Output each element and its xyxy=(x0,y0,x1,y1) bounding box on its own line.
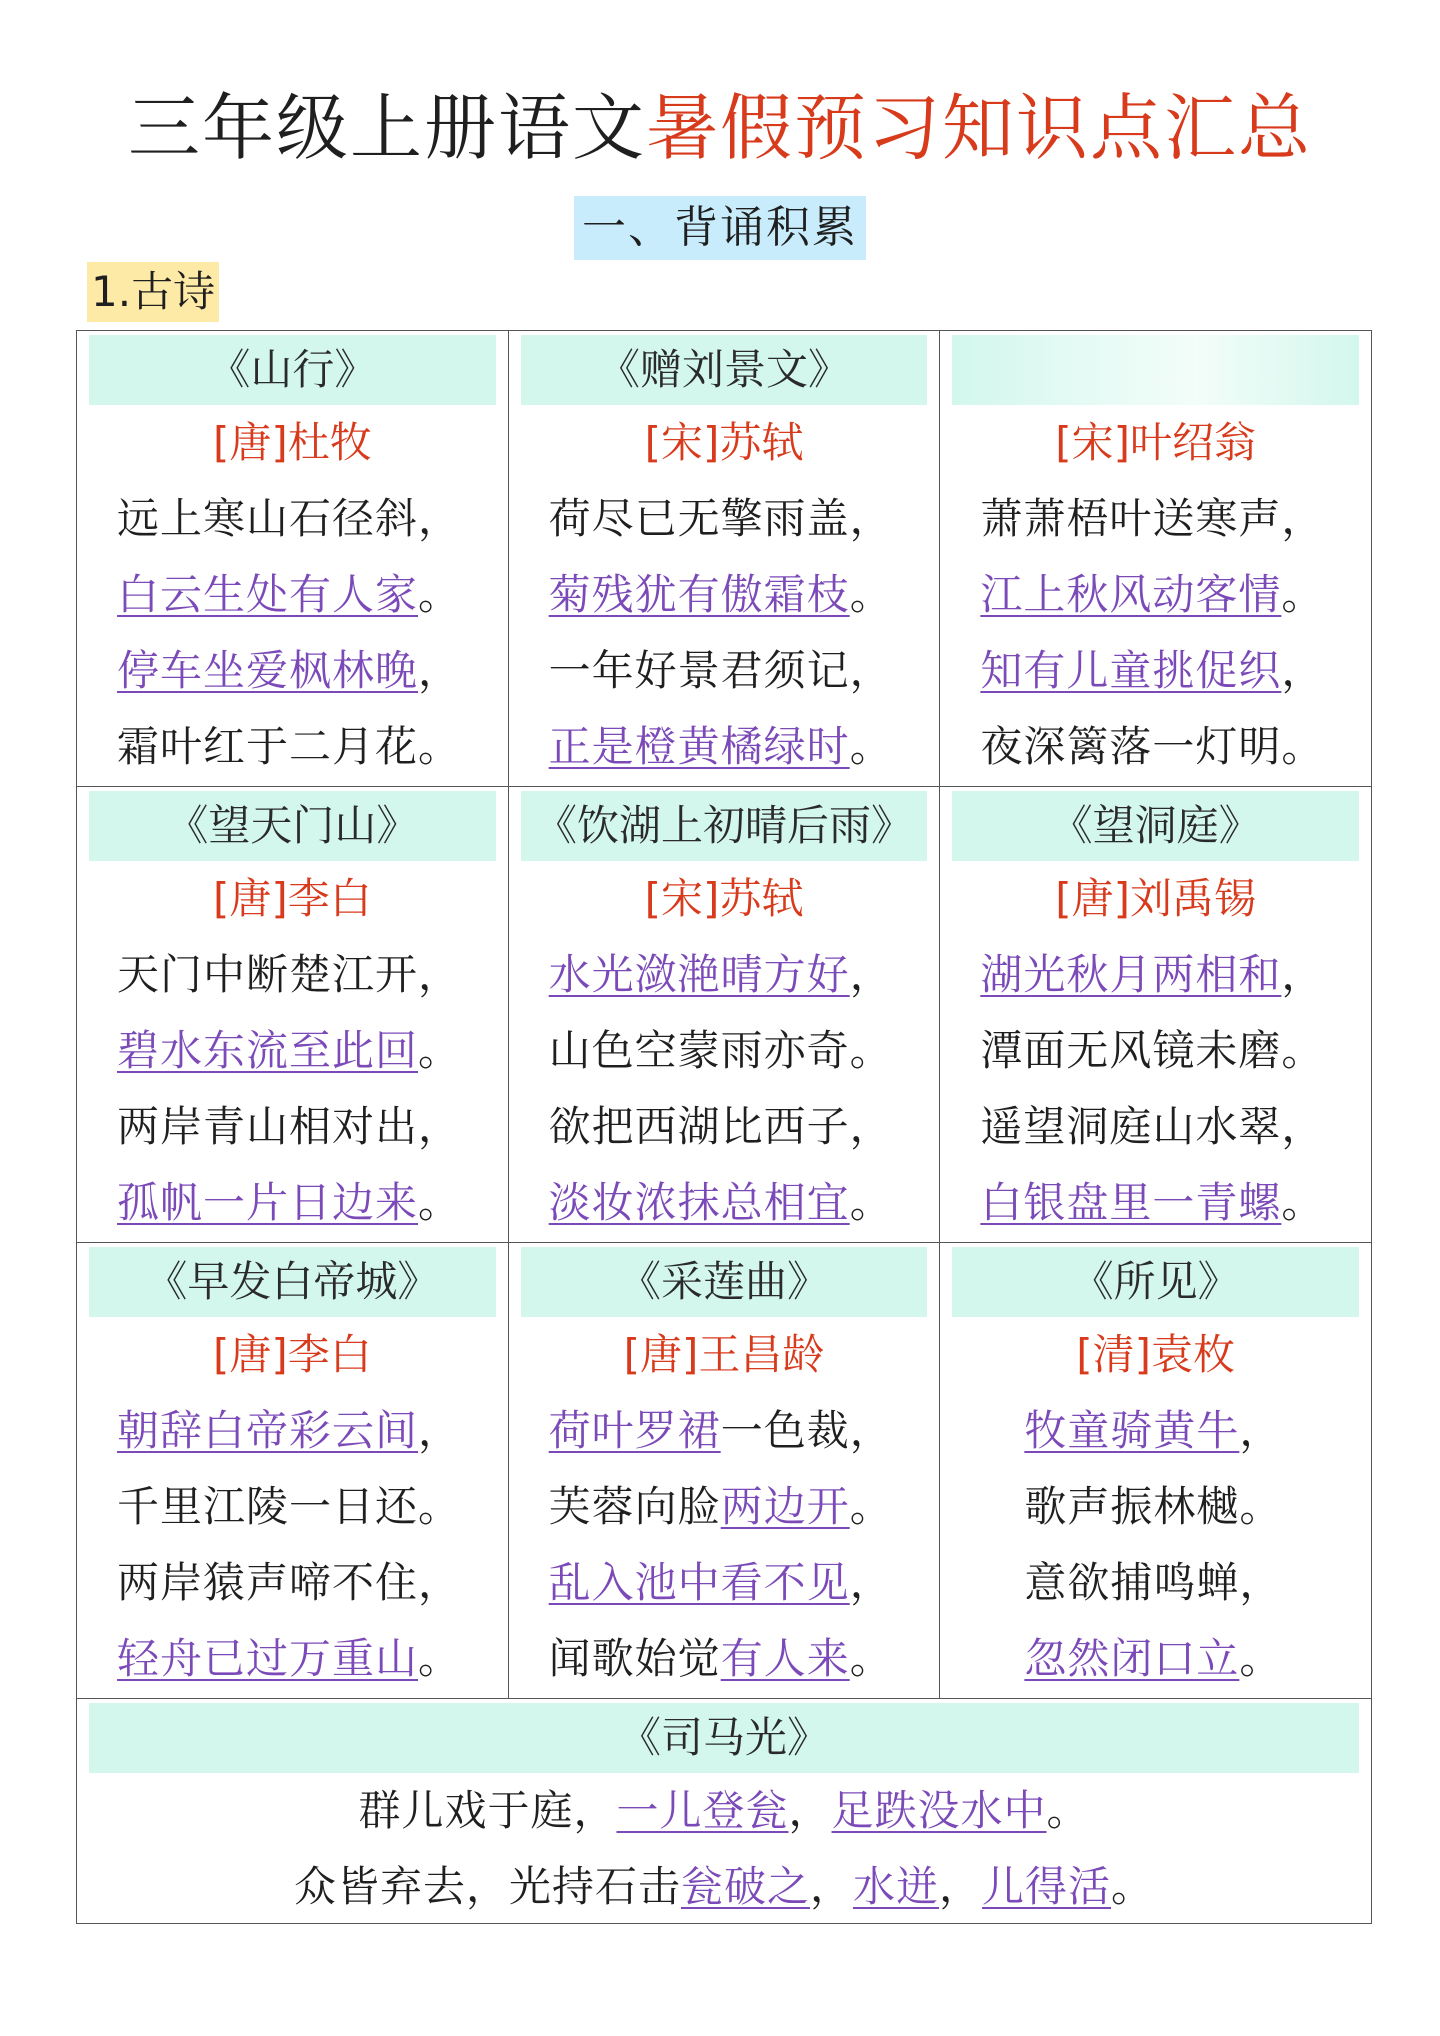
poem-author: [唐]李白 xyxy=(212,1330,372,1379)
line-text: 芙蓉向脸 xyxy=(548,1482,721,1531)
line-text: ， xyxy=(1281,950,1325,999)
line-text: 。 xyxy=(849,722,893,771)
poem-author: [宋]苏轼 xyxy=(644,874,804,923)
underlined-text: 孤帆一片日边来 xyxy=(117,1178,419,1227)
line-text: 潭面无风镜未磨。 xyxy=(980,1026,1325,1075)
poem-line xyxy=(89,709,496,785)
poem-row xyxy=(77,787,1371,1243)
poem-line xyxy=(521,557,928,633)
poem-author: [唐]李白 xyxy=(212,874,372,923)
title-part2: 暑假预习知识点汇总 xyxy=(646,86,1313,170)
underlined-text: 朝辞白帝彩云间 xyxy=(117,1406,419,1455)
underlined-text: 停车坐爱枫林晚 xyxy=(117,646,419,695)
poem-title: 《山行》 xyxy=(89,335,496,405)
poem-line xyxy=(521,1089,928,1165)
poem-author: [清]袁枚 xyxy=(1076,1330,1236,1379)
section-heading-wrap xyxy=(0,196,1440,260)
line-text: 。 xyxy=(418,1178,462,1227)
line-text: ， xyxy=(849,950,893,999)
poem-author: [宋]叶绍翁 xyxy=(1055,418,1257,467)
poem-title: 《所见》 xyxy=(952,1247,1359,1317)
poem-title: 《饮湖上初晴后雨》 xyxy=(521,791,928,861)
poem-line xyxy=(521,937,928,1013)
poem-cell xyxy=(77,787,509,1242)
underlined-text: 一儿登瓮 xyxy=(616,1786,789,1835)
underlined-text: 忽然闭口立 xyxy=(1024,1634,1240,1683)
line-text: 两岸猿声啼不住， xyxy=(117,1558,462,1607)
poem-line xyxy=(521,481,928,557)
poem-line xyxy=(89,1165,496,1241)
underlined-text: 足跌没水中 xyxy=(831,1786,1047,1835)
underlined-text: 荷叶罗裙 xyxy=(548,1406,721,1455)
poem-line xyxy=(89,1013,496,1089)
line-text: ， xyxy=(849,1558,893,1607)
line-text: 。 xyxy=(418,1026,462,1075)
line-text: 。 xyxy=(849,1482,893,1531)
poem-cell xyxy=(77,331,509,786)
poem-title: 《望天门山》 xyxy=(89,791,496,861)
underlined-text: 乱入池中看不见 xyxy=(548,1558,850,1607)
underlined-text: 有人来 xyxy=(720,1634,850,1683)
poem-line xyxy=(521,633,928,709)
line-text: ， xyxy=(1239,1406,1283,1455)
line-text: 欲把西湖比西子， xyxy=(548,1102,893,1151)
poem-line xyxy=(952,1621,1359,1697)
line-text: 荷尽已无擎雨盖， xyxy=(548,494,893,543)
poem-line xyxy=(89,1393,496,1469)
poem-row xyxy=(77,331,1371,787)
line-text: 千里江陵一日还。 xyxy=(117,1482,462,1531)
line-text: 。 xyxy=(849,1178,893,1227)
line-text: ， xyxy=(939,1862,983,1911)
poem-row xyxy=(77,1243,1371,1699)
line-text: ， xyxy=(809,1862,853,1911)
poem-author: [唐]杜牧 xyxy=(212,418,372,467)
line-text: 。 xyxy=(1111,1862,1155,1911)
poem-line xyxy=(952,1013,1359,1089)
subsection-heading: 1.古诗 xyxy=(87,262,219,322)
underlined-text: 菊残犹有傲霜枝 xyxy=(548,570,850,619)
poem-line xyxy=(952,1089,1359,1165)
poem-line xyxy=(89,1089,496,1165)
poem-line xyxy=(952,937,1359,1013)
poem-line xyxy=(952,1165,1359,1241)
poem-title: 《赠刘景文》 xyxy=(521,335,928,405)
poem-line xyxy=(89,481,496,557)
line-text: 。 xyxy=(418,570,462,619)
line-text: 。 xyxy=(849,570,893,619)
poem-cell xyxy=(509,331,941,786)
page-title xyxy=(0,78,1440,178)
line-text: 。 xyxy=(1239,1634,1283,1683)
underlined-text: 瓮破之 xyxy=(680,1862,810,1911)
underlined-text: 碧水东流至此回 xyxy=(117,1026,419,1075)
poem-line xyxy=(89,1773,1359,1849)
poem-line xyxy=(952,481,1359,557)
section-heading: 一、背诵积累 xyxy=(574,196,866,260)
line-text: ， xyxy=(788,1786,832,1835)
poem-line xyxy=(89,1545,496,1621)
poem-line xyxy=(952,1545,1359,1621)
poem-line xyxy=(89,1621,496,1697)
line-text: 一色裁， xyxy=(720,1406,893,1455)
line-text: 霜叶红于二月花。 xyxy=(117,722,462,771)
poem-line xyxy=(521,709,928,785)
underlined-text: 牧童骑黄牛 xyxy=(1024,1406,1240,1455)
poem-row-sima-guang xyxy=(77,1703,1371,1925)
poem-author: [唐]刘禹锡 xyxy=(1055,874,1257,923)
line-text: ， xyxy=(1281,646,1325,695)
poem-title: 《采莲曲》 xyxy=(521,1247,928,1317)
poem-line xyxy=(521,1013,928,1089)
line-text: 。 xyxy=(1281,570,1325,619)
line-text: 。 xyxy=(1046,1786,1090,1835)
line-text: 闻歌始觉 xyxy=(548,1634,721,1683)
poem-cell xyxy=(77,1243,509,1698)
underlined-text: 江上秋风动客情 xyxy=(980,570,1282,619)
underlined-text: 湖光秋月两相和 xyxy=(980,950,1282,999)
line-text: 意欲捕鸣蝉， xyxy=(1024,1558,1283,1607)
line-text: ， xyxy=(418,646,462,695)
poem-cell xyxy=(940,331,1371,786)
line-text: 山色空蒙雨亦奇。 xyxy=(548,1026,893,1075)
line-text: ， xyxy=(418,1406,462,1455)
poem-author: [宋]苏轼 xyxy=(644,418,804,467)
line-text: 。 xyxy=(418,1634,462,1683)
poem-author: [唐]王昌龄 xyxy=(623,1330,825,1379)
poem-line xyxy=(89,1469,496,1545)
line-text: 。 xyxy=(849,1634,893,1683)
poem-title: 《望洞庭》 xyxy=(952,791,1359,861)
poem-line xyxy=(521,1469,928,1545)
poem-line xyxy=(952,633,1359,709)
poem-cell xyxy=(509,1243,941,1698)
poem-table xyxy=(76,330,1372,1924)
poem-line xyxy=(952,1469,1359,1545)
underlined-text: 儿得活 xyxy=(982,1862,1112,1911)
poem-cell xyxy=(509,787,941,1242)
poem-line xyxy=(89,937,496,1013)
underlined-text: 轻舟已过万重山 xyxy=(117,1634,419,1683)
line-text: 夜深篱落一灯明。 xyxy=(980,722,1325,771)
title-part1: 三年级上册语文 xyxy=(127,86,646,170)
poem-line xyxy=(89,633,496,709)
poem-line xyxy=(952,557,1359,633)
poem-title: 《司马光》 xyxy=(89,1703,1359,1773)
poem-line xyxy=(952,1393,1359,1469)
line-text: 歌声振林樾。 xyxy=(1024,1482,1283,1531)
poem-title xyxy=(952,335,1359,405)
poem-cell xyxy=(940,787,1371,1242)
underlined-text: 白银盘里一青螺 xyxy=(980,1178,1282,1227)
underlined-text: 淡妆浓抹总相宜 xyxy=(548,1178,850,1227)
poem-cell xyxy=(940,1243,1371,1698)
underlined-text: 水光潋滟晴方好 xyxy=(548,950,850,999)
line-text: 遥望洞庭山水翠， xyxy=(980,1102,1325,1151)
line-text: 远上寒山石径斜， xyxy=(117,494,462,543)
underlined-text: 正是橙黄橘绿时 xyxy=(548,722,850,771)
underlined-text: 两边开 xyxy=(720,1482,850,1531)
poem-line xyxy=(521,1165,928,1241)
poem-line xyxy=(521,1621,928,1697)
underlined-text: 水迸 xyxy=(852,1862,939,1911)
line-text: 两岸青山相对出， xyxy=(117,1102,462,1151)
poem-title: 《早发白帝城》 xyxy=(89,1247,496,1317)
poem-line xyxy=(952,709,1359,785)
line-text: 群儿戏于庭， xyxy=(358,1786,617,1835)
poem-line xyxy=(521,1545,928,1621)
line-text: 天门中断楚江开， xyxy=(117,950,462,999)
line-text: 。 xyxy=(1281,1178,1325,1227)
line-text: 众皆弃去，光持石击 xyxy=(293,1862,681,1911)
line-text: 萧萧梧叶送寒声， xyxy=(980,494,1325,543)
underlined-text: 白云生处有人家 xyxy=(117,570,419,619)
poem-line xyxy=(89,557,496,633)
poem-line xyxy=(521,1393,928,1469)
poem-line xyxy=(89,1849,1359,1925)
line-text: 一年好景君须记， xyxy=(548,646,893,695)
underlined-text: 知有儿童挑促织 xyxy=(980,646,1282,695)
